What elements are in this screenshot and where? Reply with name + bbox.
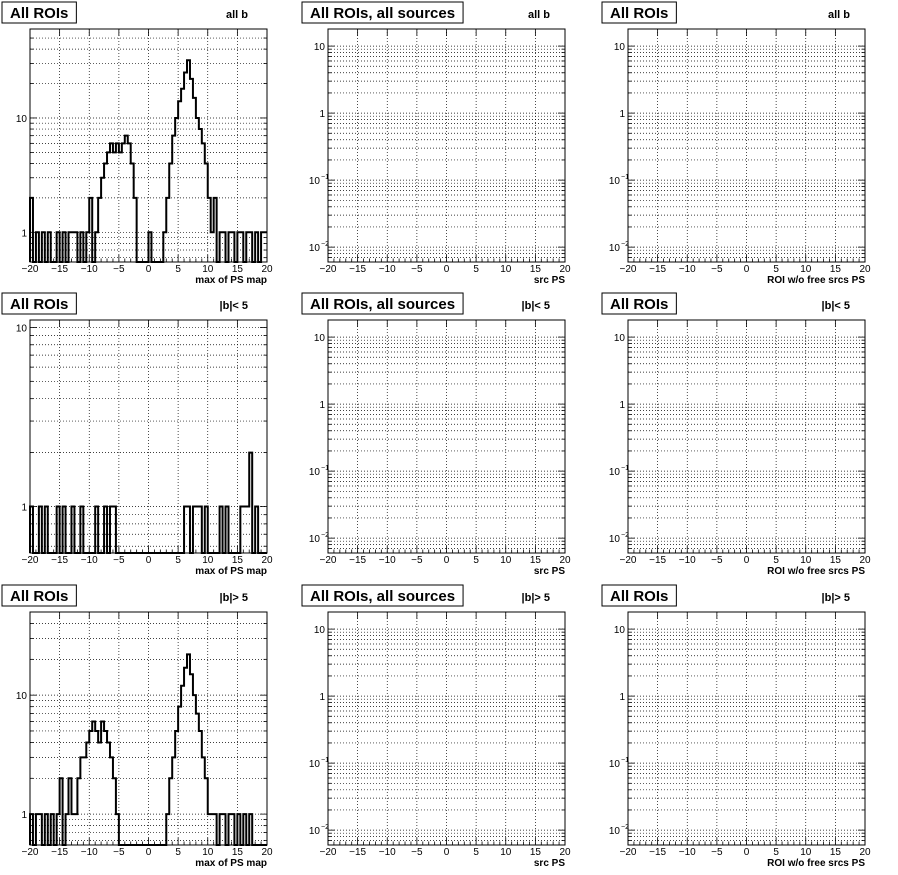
panel-subtitle: all b (827, 9, 850, 21)
x-tick-label: −20 (319, 264, 337, 275)
x-tick-label: −5 (411, 555, 423, 566)
x-axis-title: ROI w/o free srcs PS (767, 566, 865, 577)
chart-panel-6 (602, 293, 871, 577)
x-tick-label: −5 (711, 847, 723, 858)
x-tick-label: 15 (829, 847, 841, 858)
y-tick-exponent: −2 (621, 241, 629, 249)
x-tick-label: 5 (773, 264, 779, 275)
x-tick-label: −20 (619, 264, 637, 275)
x-tick-label: −20 (619, 555, 637, 566)
x-tick-label: −10 (80, 264, 98, 275)
y-tick-label: 10 (613, 333, 625, 345)
y-tick-exponent: −2 (621, 824, 629, 832)
chart-panel-5 (302, 293, 571, 577)
y-tick-exponent: −1 (321, 757, 329, 765)
x-tick-label: −20 (21, 264, 39, 275)
panel-title: All ROIs, all sources (310, 5, 456, 22)
y-tick-exponent: −2 (621, 532, 629, 540)
x-tick-label: −10 (678, 264, 696, 275)
y-tick-exponent: −1 (621, 465, 629, 473)
x-tick-label: 20 (261, 264, 273, 275)
x-tick-label: −15 (649, 264, 667, 275)
x-tick-label: −5 (113, 555, 125, 566)
x-tick-label: −5 (411, 847, 423, 858)
chart-panel-4 (2, 293, 273, 577)
chart-panel-3 (602, 2, 871, 286)
y-tick-exponent: −1 (621, 757, 629, 765)
x-tick-label: 15 (231, 264, 243, 275)
x-tick-label: −5 (711, 264, 723, 275)
x-tick-label: 5 (175, 847, 181, 858)
x-tick-label: 20 (559, 847, 571, 858)
x-tick-label: 10 (500, 264, 512, 275)
y-tick-exponent: −1 (321, 174, 329, 182)
x-tick-label: 10 (500, 847, 512, 858)
x-tick-label: 15 (231, 555, 243, 566)
x-tick-label: −10 (378, 847, 396, 858)
y-tick-label: 1 (619, 692, 625, 704)
x-tick-label: 15 (529, 264, 541, 275)
y-tick-label: 10 (308, 467, 320, 479)
x-tick-label: −20 (21, 847, 39, 858)
x-tick-label: 0 (443, 847, 450, 858)
x-tick-label: −15 (51, 555, 69, 566)
y-tick-label: 1 (319, 109, 325, 121)
x-tick-label: −15 (349, 264, 367, 275)
x-axis-title: src PS (533, 858, 565, 869)
y-tick-exponent: −2 (321, 241, 329, 249)
y-tick-label: 10 (608, 534, 620, 546)
y-tick-label: 10 (15, 691, 27, 703)
x-axis-title: src PS (533, 275, 565, 286)
x-tick-label: 10 (500, 555, 512, 566)
panel-subtitle: all b (527, 9, 550, 21)
panel-title: All ROIs (10, 588, 69, 605)
x-tick-label: 0 (743, 264, 750, 275)
x-tick-label: 15 (231, 847, 243, 858)
x-tick-label: 0 (145, 555, 152, 566)
y-tick-label: 10 (608, 243, 620, 255)
x-tick-label: 20 (859, 847, 871, 858)
y-tick-label: 1 (319, 400, 325, 412)
x-tick-label: −10 (378, 264, 396, 275)
x-tick-label: 5 (473, 264, 479, 275)
chart-panel-2 (302, 2, 571, 286)
panel-subtitle: |b|> 5 (219, 592, 248, 604)
y-tick-label: 10 (308, 759, 320, 771)
x-tick-label: 15 (829, 555, 841, 566)
x-tick-label: 20 (261, 847, 273, 858)
y-tick-label: 10 (308, 176, 320, 188)
y-tick-label: 10 (608, 176, 620, 188)
x-tick-label: −10 (80, 555, 98, 566)
x-tick-label: 10 (202, 555, 214, 566)
x-tick-label: 20 (559, 555, 571, 566)
y-tick-exponent: −1 (321, 465, 329, 473)
y-tick-label: 10 (608, 759, 620, 771)
x-tick-label: −20 (21, 555, 39, 566)
panel-subtitle: all b (225, 9, 248, 21)
x-axis-title: max of PS map (195, 858, 267, 869)
x-tick-label: 5 (773, 847, 779, 858)
y-tick-exponent: −2 (321, 532, 329, 540)
panel-subtitle: |b|< 5 (219, 300, 248, 312)
x-tick-label: 5 (773, 555, 779, 566)
panel-subtitle: |b|> 5 (521, 592, 550, 604)
y-tick-label: 10 (613, 625, 625, 637)
x-tick-label: 15 (829, 264, 841, 275)
y-tick-exponent: −1 (621, 174, 629, 182)
x-tick-label: 5 (473, 555, 479, 566)
x-tick-label: −20 (319, 847, 337, 858)
x-tick-label: 15 (529, 555, 541, 566)
x-tick-label: −20 (319, 555, 337, 566)
panel-subtitle: |b|> 5 (821, 592, 850, 604)
x-tick-label: 20 (261, 555, 273, 566)
x-axis-title: ROI w/o free srcs PS (767, 275, 865, 286)
chart-panel-7 (2, 585, 273, 869)
chart-panel-8 (302, 585, 571, 869)
panel-title: All ROIs (610, 296, 669, 313)
panel-title: All ROIs (10, 296, 69, 313)
y-tick-label: 1 (21, 810, 27, 822)
panel-title: All ROIs, all sources (310, 588, 456, 605)
y-tick-label: 10 (313, 333, 325, 345)
x-tick-label: −20 (619, 847, 637, 858)
x-tick-label: 20 (859, 555, 871, 566)
y-tick-label: 1 (319, 692, 325, 704)
x-tick-label: −10 (678, 847, 696, 858)
y-tick-label: 1 (21, 502, 27, 514)
panel-subtitle: |b|< 5 (821, 300, 850, 312)
y-tick-label: 10 (313, 42, 325, 54)
x-axis-title: src PS (533, 566, 565, 577)
x-tick-label: 0 (145, 264, 152, 275)
x-tick-label: 15 (529, 847, 541, 858)
panel-title: All ROIs (610, 588, 669, 605)
y-tick-label: 10 (313, 625, 325, 637)
x-axis-title: ROI w/o free srcs PS (767, 858, 865, 869)
x-axis-title: max of PS map (195, 566, 267, 577)
panel-subtitle: |b|< 5 (521, 300, 550, 312)
x-tick-label: 5 (175, 555, 181, 566)
y-tick-label: 1 (619, 109, 625, 121)
x-tick-label: 0 (443, 555, 450, 566)
x-tick-label: 5 (175, 264, 181, 275)
x-tick-label: 20 (559, 264, 571, 275)
panel-title: All ROIs, all sources (310, 296, 456, 313)
x-tick-label: −15 (649, 847, 667, 858)
y-tick-label: 10 (15, 113, 27, 125)
y-tick-label: 1 (21, 228, 27, 240)
y-tick-label: 10 (308, 243, 320, 255)
panel-title: All ROIs (10, 5, 69, 22)
x-tick-label: 0 (743, 847, 750, 858)
x-tick-label: 0 (743, 555, 750, 566)
y-tick-label: 10 (15, 323, 27, 335)
x-tick-label: 20 (859, 264, 871, 275)
x-axis-title: max of PS map (195, 275, 267, 286)
x-tick-label: −5 (113, 264, 125, 275)
x-tick-label: 0 (145, 847, 152, 858)
x-tick-label: −15 (349, 847, 367, 858)
panel-title: All ROIs (610, 5, 669, 22)
chart-panel-9 (602, 585, 871, 869)
x-tick-label: 10 (800, 555, 812, 566)
x-tick-label: −10 (378, 555, 396, 566)
y-tick-label: 10 (608, 826, 620, 838)
x-tick-label: −15 (349, 555, 367, 566)
x-tick-label: −15 (51, 264, 69, 275)
y-tick-label: 10 (308, 534, 320, 546)
x-tick-label: 5 (473, 847, 479, 858)
y-tick-label: 10 (308, 826, 320, 838)
x-tick-label: −10 (80, 847, 98, 858)
y-tick-label: 1 (619, 400, 625, 412)
x-tick-label: 10 (202, 264, 214, 275)
x-tick-label: −15 (51, 847, 69, 858)
y-tick-exponent: −2 (321, 824, 329, 832)
x-tick-label: −5 (113, 847, 125, 858)
x-tick-label: 10 (202, 847, 214, 858)
y-tick-label: 10 (608, 467, 620, 479)
x-tick-label: 10 (800, 264, 812, 275)
x-tick-label: −5 (711, 555, 723, 566)
x-tick-label: −15 (649, 555, 667, 566)
y-tick-label: 10 (613, 42, 625, 54)
x-tick-label: −10 (678, 555, 696, 566)
x-tick-label: 0 (443, 264, 450, 275)
chart-panel-1 (2, 2, 273, 286)
x-tick-label: −5 (411, 264, 423, 275)
x-tick-label: 10 (800, 847, 812, 858)
